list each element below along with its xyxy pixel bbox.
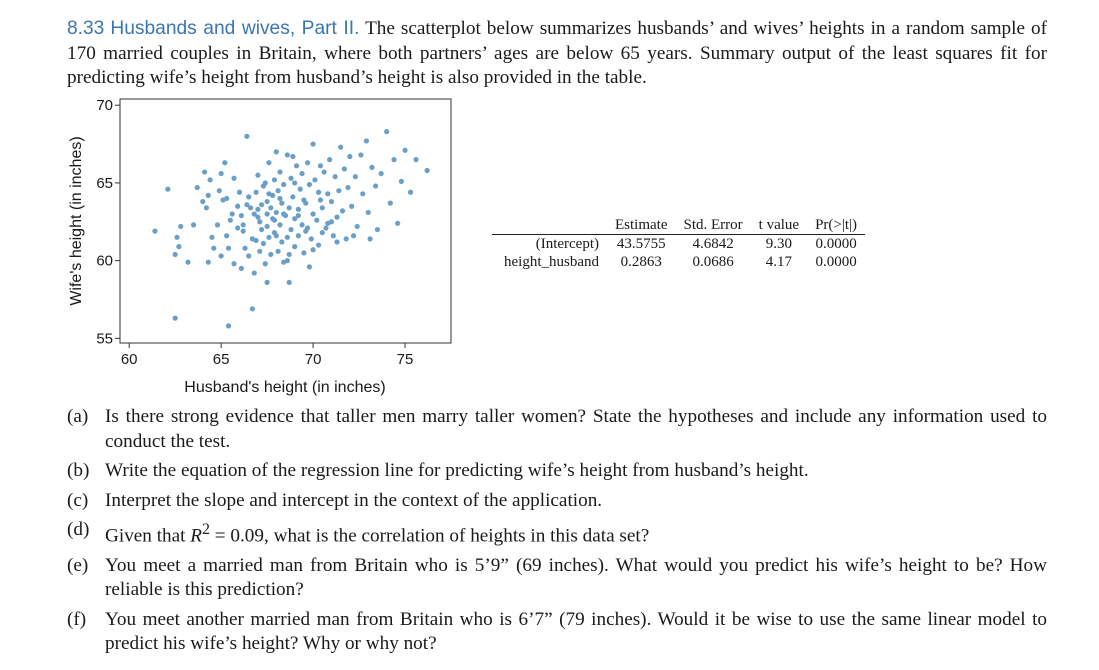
scatter-point bbox=[340, 208, 345, 213]
scatter-point bbox=[388, 201, 393, 206]
scatter-point bbox=[209, 235, 214, 240]
scatter-point bbox=[296, 207, 301, 212]
question-text bbox=[105, 518, 1047, 549]
row-label: (Intercept) bbox=[535, 236, 599, 252]
scatter-point bbox=[316, 190, 321, 195]
x-tick-label: 70 bbox=[304, 351, 322, 368]
scatter-point bbox=[259, 202, 264, 207]
scatter-point bbox=[219, 171, 224, 176]
cell-std-error: 0.0686 bbox=[692, 254, 734, 270]
scatter-point bbox=[327, 157, 332, 162]
question-c bbox=[67, 489, 1047, 514]
question-label: (b) bbox=[67, 460, 90, 481]
scatter-point bbox=[268, 252, 273, 257]
scatter-point bbox=[338, 145, 343, 150]
scatter-point bbox=[226, 323, 231, 328]
scatter-point bbox=[292, 180, 297, 185]
scatter-point bbox=[265, 199, 270, 204]
scatter-point bbox=[299, 171, 304, 176]
scatter-point bbox=[287, 252, 292, 257]
scatter-point bbox=[281, 182, 286, 187]
x-tick-label: 60 bbox=[120, 351, 138, 368]
scatter-point bbox=[281, 211, 286, 216]
cell-p-value: 0.0000 bbox=[815, 254, 857, 270]
scatter-point bbox=[185, 260, 190, 265]
scatter-point bbox=[263, 261, 268, 266]
question-d bbox=[67, 518, 1047, 549]
scatter-point bbox=[191, 222, 196, 227]
scatter-point bbox=[279, 201, 284, 206]
scatter-point bbox=[395, 221, 400, 226]
scatter-point bbox=[296, 213, 301, 218]
x-tick-label: 65 bbox=[212, 351, 230, 368]
question-b bbox=[67, 459, 1047, 484]
scatter-point bbox=[296, 233, 301, 238]
scatter-point bbox=[353, 174, 358, 179]
scatter-point bbox=[303, 229, 308, 234]
table-row-height-husband bbox=[492, 253, 865, 271]
header-blank bbox=[492, 216, 607, 235]
scatter-point bbox=[246, 253, 251, 258]
scatter-point bbox=[369, 165, 374, 170]
scatter-point bbox=[298, 187, 303, 192]
question-list bbox=[67, 405, 1047, 662]
scatter-point bbox=[265, 211, 270, 216]
scatter-point bbox=[253, 238, 258, 243]
scatter-point bbox=[241, 229, 246, 234]
scatter-point bbox=[399, 179, 404, 184]
scatter-point bbox=[329, 219, 334, 224]
scatter-point bbox=[206, 193, 211, 198]
scatter-point bbox=[219, 253, 224, 258]
question-text: Interpret the slope and intercept in the context of the application. bbox=[105, 489, 603, 511]
scatter-point bbox=[231, 261, 236, 266]
scatter-point bbox=[366, 210, 371, 215]
scatter-point bbox=[375, 227, 380, 232]
scatter-point bbox=[231, 176, 236, 181]
scatter-point bbox=[257, 219, 262, 224]
scatter-point bbox=[349, 204, 354, 209]
y-tick-label: 55 bbox=[96, 330, 113, 348]
scatter-point bbox=[215, 222, 220, 227]
scatter-point bbox=[320, 205, 325, 210]
cell-estimate: 43.5755 bbox=[616, 236, 666, 252]
scatter-point bbox=[173, 316, 178, 321]
scatter-point bbox=[277, 169, 282, 174]
scatter-point bbox=[364, 138, 369, 143]
row-label: height_husband bbox=[504, 254, 599, 270]
scatter-point bbox=[379, 171, 384, 176]
question-text: You meet another married man from Britain who is 6’7” (79 inches). Would it be wise to use the same linear model to predict his wife’s height? Why or why not? bbox=[105, 608, 1047, 655]
y-tick-label: 60 bbox=[96, 252, 113, 270]
scatter-point bbox=[211, 246, 216, 251]
scatter-point bbox=[272, 177, 277, 182]
scatter-point bbox=[265, 224, 270, 229]
scatter-point bbox=[318, 163, 323, 168]
y-axis-label: Wife's height (in inches) bbox=[68, 136, 85, 306]
scatter-point bbox=[320, 230, 325, 235]
question-text: You meet a married man from Britain who is 5’9” (69 inches). What would you predict his wife’s height to be? How reliable is this prediction? bbox=[105, 554, 1047, 601]
scatter-point bbox=[288, 227, 293, 232]
scatter-point bbox=[224, 233, 229, 238]
scatter-point bbox=[367, 236, 372, 241]
scatter-point bbox=[261, 241, 266, 246]
question-text: Is there strong evidence that taller men marry taller women? State the hypotheses and include any information used to conduct the test. bbox=[105, 406, 1047, 452]
scatter-point bbox=[217, 188, 222, 193]
scatter-point bbox=[345, 185, 350, 190]
scatter-point bbox=[239, 266, 244, 271]
y-tick-label: 65 bbox=[96, 174, 113, 192]
cell-t-value: 4.17 bbox=[765, 254, 792, 270]
cell-t-value: 9.30 bbox=[765, 236, 792, 252]
scatter-point bbox=[424, 168, 429, 173]
question-f bbox=[67, 608, 1047, 657]
exercise-intro bbox=[67, 17, 1047, 91]
cell-estimate: 0.2863 bbox=[620, 254, 662, 270]
scatter-point bbox=[347, 154, 352, 159]
scatter-point bbox=[312, 177, 317, 182]
y-axis bbox=[96, 97, 120, 347]
scatter-point bbox=[355, 224, 360, 229]
scatter-point bbox=[202, 169, 207, 174]
scatter-point bbox=[301, 197, 306, 202]
scatter-point bbox=[279, 239, 284, 244]
scatter-point bbox=[274, 233, 279, 238]
scatter-point bbox=[322, 169, 327, 174]
scatter-point bbox=[290, 154, 295, 159]
scatter-point bbox=[257, 249, 262, 254]
exercise-number: 8.33 bbox=[67, 18, 105, 39]
scatter-point bbox=[259, 227, 264, 232]
scatter-point bbox=[266, 235, 271, 240]
scatter-point bbox=[255, 207, 260, 212]
scatter-point bbox=[241, 222, 246, 227]
scatter-point bbox=[316, 242, 321, 247]
scatter-point bbox=[323, 225, 328, 230]
scatter-point bbox=[285, 152, 290, 157]
x-tick-label: 75 bbox=[396, 351, 414, 368]
scatter-point bbox=[329, 199, 334, 204]
scatter-point bbox=[402, 148, 407, 153]
scatter-point bbox=[299, 222, 304, 227]
scatter-point bbox=[413, 157, 418, 162]
y-tick-label: 70 bbox=[96, 97, 113, 115]
exercise-title: Husbands and wives, Part II. bbox=[110, 18, 360, 39]
scatter-point bbox=[266, 191, 271, 196]
scatter-point bbox=[178, 224, 183, 229]
scatter-point bbox=[242, 246, 247, 251]
scatter-point bbox=[255, 215, 260, 220]
scatter-point bbox=[287, 280, 292, 285]
scatter-point bbox=[263, 180, 268, 185]
regression-header-row bbox=[492, 216, 865, 235]
table-row-intercept bbox=[492, 235, 865, 254]
scatter-point bbox=[325, 191, 330, 196]
scatter-point bbox=[358, 152, 363, 157]
scatter-point bbox=[310, 211, 315, 216]
scatter-point bbox=[276, 188, 281, 193]
scatter-point bbox=[290, 194, 295, 199]
scatter-point bbox=[252, 270, 257, 275]
scatter-point bbox=[244, 134, 249, 139]
scatter-point bbox=[244, 202, 249, 207]
scatter-point bbox=[235, 204, 240, 209]
scatter-point bbox=[310, 141, 315, 146]
scatter-point bbox=[274, 149, 279, 154]
scatter-point bbox=[307, 264, 312, 269]
scatter-point bbox=[391, 157, 396, 162]
scatter-point bbox=[239, 213, 244, 218]
question-label: (e) bbox=[67, 554, 89, 576]
scatter-point bbox=[309, 236, 314, 241]
scatter-point bbox=[274, 210, 279, 215]
scatter-point bbox=[255, 173, 260, 178]
scatter-point bbox=[344, 236, 349, 241]
scatter-point bbox=[228, 218, 233, 223]
scatter-point bbox=[307, 182, 312, 187]
regression-table bbox=[492, 216, 865, 271]
scatter-point bbox=[408, 190, 413, 195]
scatter-point bbox=[360, 191, 365, 196]
question-text-pre: Given that bbox=[105, 525, 191, 547]
scatter-point bbox=[305, 160, 310, 165]
scatter-point bbox=[277, 222, 282, 227]
scatter-point bbox=[206, 260, 211, 265]
exercise-intro-text: The scatterplot below summarizes husbands’ and wives’ heights in a random sample of 170 married couples in Britain, where both partners’ ages are below 65 years. Summary output of the least squares fit for predicting wife’s height from husband’s height is also provided in the table. bbox=[67, 18, 1047, 88]
scatter-point bbox=[250, 306, 255, 311]
scatter-point bbox=[351, 233, 356, 238]
scatter-point bbox=[246, 194, 251, 199]
scatter-point bbox=[200, 199, 205, 204]
scatter-point bbox=[195, 185, 200, 190]
x-axis-label: Husband's height (in inches) bbox=[184, 379, 386, 396]
scatter-point bbox=[287, 205, 292, 210]
scatter-point bbox=[265, 280, 270, 285]
scatter-point bbox=[334, 215, 339, 220]
question-label: (f) bbox=[67, 608, 87, 630]
scatter-point bbox=[288, 176, 293, 181]
scatter-point bbox=[224, 196, 229, 201]
scatter-point bbox=[173, 252, 178, 257]
scatter-points bbox=[152, 129, 429, 328]
scatter-point bbox=[253, 190, 258, 195]
scatter-point bbox=[384, 129, 389, 134]
plot-frame bbox=[120, 99, 451, 343]
scatter-point bbox=[222, 160, 227, 165]
header-estimate: Estimate bbox=[615, 217, 668, 233]
scatter-point bbox=[235, 225, 240, 230]
scatter-point bbox=[333, 174, 338, 179]
question-text-post: = 0.09, what is the correlation of heights in this data set? bbox=[210, 525, 650, 547]
question-text: Write the equation of the regression line for predicting wife’s height from husband’s height. bbox=[105, 460, 809, 481]
question-a bbox=[67, 405, 1047, 454]
header-p-value: Pr(>|t|) bbox=[815, 217, 858, 233]
scatter-point bbox=[301, 250, 306, 255]
scatter-point bbox=[292, 244, 297, 249]
scatter-point bbox=[208, 177, 213, 182]
scatter-point bbox=[294, 163, 299, 168]
scatter-point bbox=[266, 160, 271, 165]
scatter-point bbox=[334, 239, 339, 244]
scatter-point bbox=[314, 218, 319, 223]
scatter-point bbox=[230, 211, 235, 216]
scatter-point bbox=[310, 247, 315, 252]
cell-std-error: 4.6842 bbox=[692, 236, 734, 252]
cell-p-value: 0.0000 bbox=[815, 236, 857, 252]
question-e bbox=[67, 554, 1047, 603]
scatter-point bbox=[237, 190, 242, 195]
r-squared-var: R bbox=[190, 525, 202, 547]
scatter-point bbox=[276, 249, 281, 254]
scatter-point bbox=[176, 244, 181, 249]
scatter-point bbox=[165, 187, 170, 192]
scatter-point bbox=[285, 235, 290, 240]
scatter-point bbox=[342, 166, 347, 171]
header-t-value: t value bbox=[758, 217, 800, 233]
scatter-point bbox=[331, 233, 336, 238]
scatter-point bbox=[285, 258, 290, 263]
scatter-point bbox=[277, 196, 282, 201]
scatter-point bbox=[174, 235, 179, 240]
scatter-point bbox=[373, 183, 378, 188]
scatter-point bbox=[336, 188, 341, 193]
question-label: (c) bbox=[67, 489, 89, 511]
scatter-point bbox=[226, 246, 231, 251]
question-label: (a) bbox=[67, 406, 89, 427]
x-axis bbox=[121, 343, 414, 368]
r-squared-exp: 2 bbox=[202, 521, 210, 538]
scatterplot bbox=[62, 96, 462, 396]
scatter-point bbox=[152, 229, 157, 234]
scatter-point bbox=[204, 205, 209, 210]
scatter-point bbox=[272, 218, 277, 223]
question-label: (d) bbox=[67, 519, 90, 540]
scatter-point bbox=[268, 205, 273, 210]
header-std-error: Std. Error bbox=[683, 217, 743, 233]
scatter-point bbox=[318, 197, 323, 202]
